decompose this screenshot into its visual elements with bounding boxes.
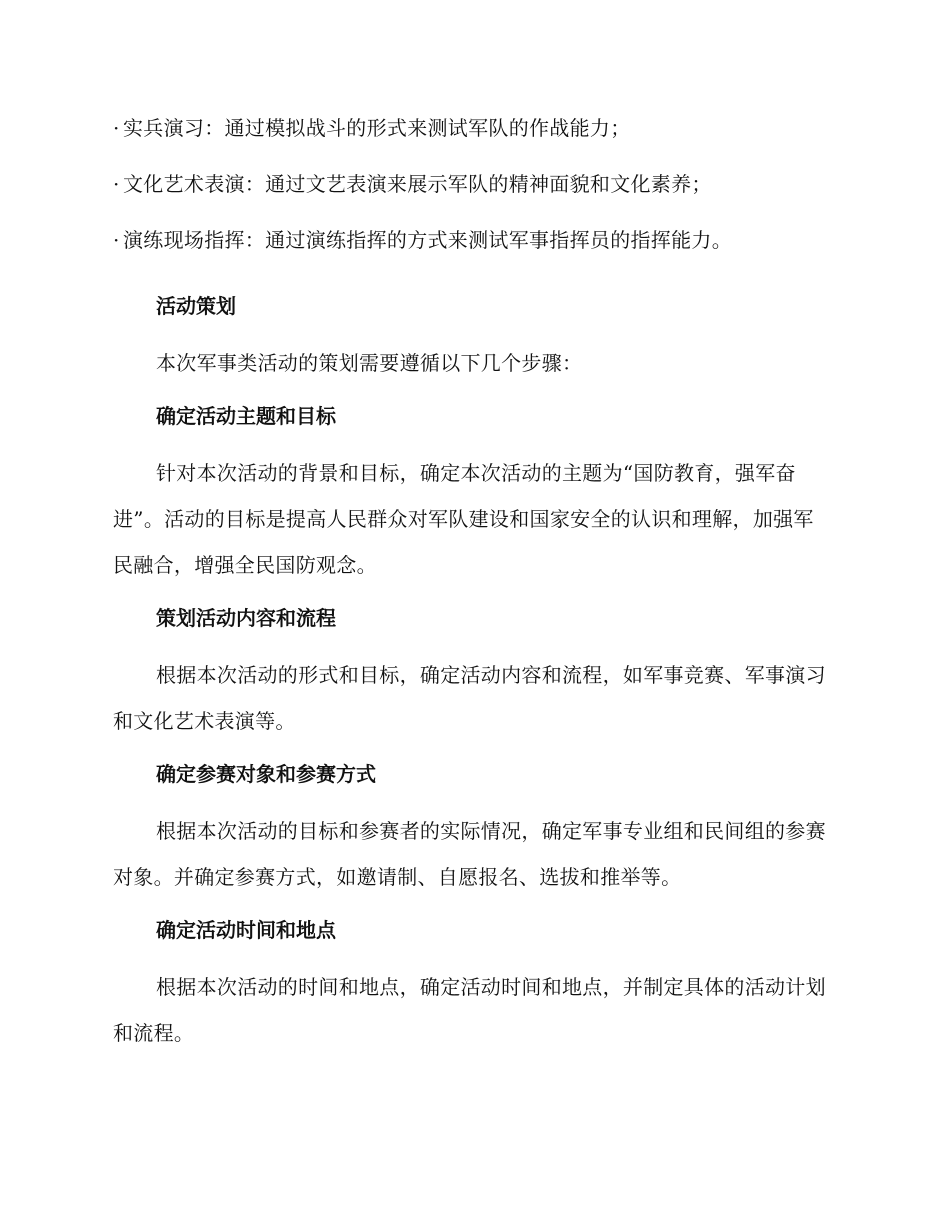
bullet-text: 演练现场指挥：通过演练指挥的方式来测试军事指挥员的指挥能力。 <box>123 228 732 252</box>
section-heading-time-place: 确定活动时间和地点 <box>156 918 336 942</box>
bullet-item-cultural-performance <box>113 164 833 220</box>
section-heading-participants: 确定参赛对象和参赛方式 <box>156 762 376 786</box>
bullet-dot: · <box>113 172 120 196</box>
section-paragraph: 根据本次活动的形式和目标，确定活动内容和流程，如军事竞赛、军事演习和文化艺术表演等。 <box>113 663 826 733</box>
bullet-dot: · <box>113 228 120 252</box>
section-heading-activity-planning: 活动策划 <box>156 294 236 318</box>
section-paragraph: 根据本次活动的时间和地点，确定活动时间和地点，并制定具体的活动计划和流程。 <box>113 975 826 1045</box>
section-heading-content-process: 策划活动内容和流程 <box>156 606 336 630</box>
document-body <box>113 108 833 1056</box>
bullet-text: 文化艺术表演：通过文艺表演来展示军队的精神面貌和文化素养； <box>123 172 712 196</box>
bullet-text: 实兵演习：通过模拟战斗的形式来测试军队的作战能力； <box>123 116 631 140</box>
section-heading-theme-goals: 确定活动主题和目标 <box>156 404 336 428</box>
bullet-item-live-exercise <box>113 108 833 164</box>
section-paragraph: 针对本次活动的背景和目标，确定本次活动的主题为“国防教育，强军奋进”。活动的目标是提高人民群众对军队建设和国家安全的认识和理解，加强军民融合，增强全民国防观念。 <box>113 461 814 577</box>
section-paragraph: 本次军事类活动的策划需要遵循以下几个步骤： <box>156 351 583 375</box>
bullet-dot: · <box>113 116 120 140</box>
bullet-item-field-command <box>113 220 833 276</box>
section-paragraph: 根据本次活动的目标和参赛者的实际情况，确定军事专业组和民间组的参赛对象。并确定参赛方式，如邀请制、自愿报名、选拔和推举等。 <box>113 819 826 889</box>
